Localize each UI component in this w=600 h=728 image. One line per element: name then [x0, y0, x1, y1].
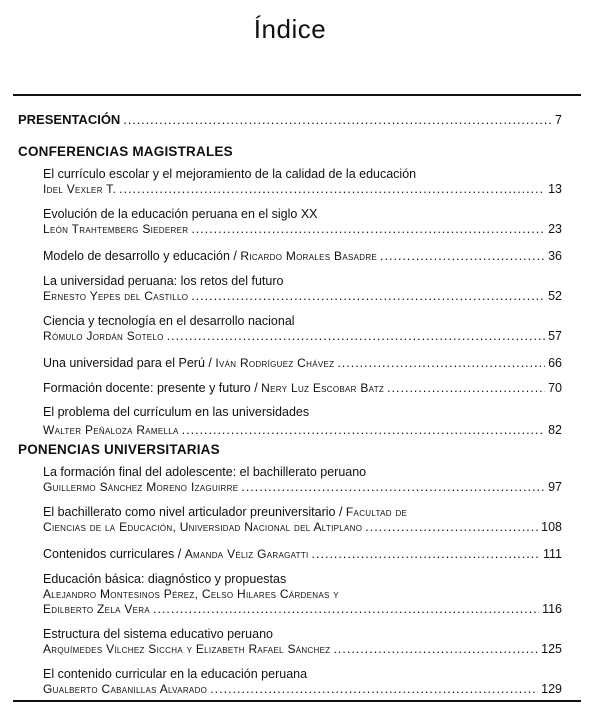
toc-entry[interactable]: [43, 381, 562, 396]
entry-title: El currículo escolar y el mejoramiento de la calidad de la educación: [43, 167, 417, 181]
entry-title: La universidad peruana: los retos del futuro: [43, 274, 284, 288]
page-number: 23: [548, 222, 562, 236]
section-heading: CONFERENCIAS MAGISTRALES: [18, 144, 233, 159]
entry-title: El contenido curricular en la educación peruana: [43, 667, 308, 681]
entry-title: Educación básica: diagnóstico y propuestas: [43, 572, 287, 586]
leader-dots: [153, 602, 539, 617]
page-number: 36: [548, 249, 562, 263]
entry-author: Edilberto Zela Vera: [43, 602, 150, 616]
leader-dots: [210, 682, 538, 697]
entry-title: Estructura del sistema educativo peruano: [43, 627, 273, 641]
entry-author: Alejandro Montesinos Pérez, Celso Hilares Cárdenas y: [43, 587, 339, 601]
presentacion-entry[interactable]: [18, 112, 562, 128]
entry-author: Ricardo Morales Basadre: [240, 249, 378, 263]
leader-dots: [312, 547, 540, 562]
entry-title: La formación final del adolescente: el bachillerato peruano: [43, 465, 367, 479]
entry-author: Rómulo Jordán Sotelo: [43, 329, 164, 343]
section-heading: PONENCIAS UNIVERSITARIAS: [18, 442, 220, 457]
entry-title: El bachillerato como nivel articulador preuniversitario /: [43, 505, 346, 519]
toc-entry[interactable]: [43, 667, 562, 697]
page-number: 129: [541, 682, 562, 696]
page-number: 57: [548, 329, 562, 343]
leader-dots: [337, 356, 545, 371]
entry-author: Ciencias de la Educación, Universidad Nacional del Altiplano: [43, 520, 363, 534]
leader-dots: [387, 381, 545, 396]
toc-entry[interactable]: [43, 207, 562, 237]
page-number: 82: [548, 423, 562, 437]
entry-author: Iván Rodríguez Chávez: [215, 356, 335, 370]
bottom-rule: [13, 700, 581, 702]
entry-author: Arquímedes Vílchez Siccha y Elizabeth Rafael Sánchez: [43, 642, 331, 656]
presentacion-label: PRESENTACIÓN: [18, 112, 121, 127]
toc-entry[interactable]: [43, 465, 562, 495]
entry-author: Nery Luz Escobar Batz: [261, 381, 385, 395]
leader-dots: [380, 249, 545, 264]
page-number: 97: [548, 480, 562, 494]
entry-author: León Trahtemberg Siederer: [43, 222, 189, 236]
section-ponencias: [18, 442, 568, 697]
toc-entry[interactable]: [43, 505, 562, 535]
leader-dots: [119, 182, 545, 197]
entry-author: Facultad de: [345, 505, 408, 519]
top-rule: [13, 94, 581, 96]
page-number: 7: [555, 113, 562, 127]
entry-title: Una universidad para el Perú /: [43, 356, 216, 370]
toc-entry[interactable]: [43, 547, 562, 562]
page-number: 52: [548, 289, 562, 303]
leader-dots: [365, 520, 538, 535]
leader-dots: [191, 289, 545, 304]
toc-entry[interactable]: [43, 572, 562, 617]
page-number: 116: [542, 602, 562, 616]
toc-entry[interactable]: [43, 627, 562, 657]
entry-title: Contenidos curriculares /: [43, 547, 185, 561]
page-number: 13: [548, 182, 562, 196]
leader-dots: [333, 642, 538, 657]
entry-title: Ciencia y tecnología en el desarrollo nacional: [43, 314, 295, 328]
entry-author: Idel Vexler T.: [43, 182, 117, 196]
leader-dots: [182, 423, 545, 438]
page-number: 66: [548, 356, 562, 370]
entry-author: Guillermo Sánchez Moreno Izaguirre: [43, 480, 239, 494]
entry-author: Gualberto Cabanillas Alvarado: [43, 682, 208, 696]
entry-title: El problema del currículum en las universidades: [43, 405, 310, 419]
entry-title: Modelo de desarrollo y educación /: [43, 249, 241, 263]
entry-author: Walter Peñaloza Ramella: [43, 423, 179, 437]
entry-author: Amanda Véliz Garagatti: [184, 547, 309, 561]
page-number: 70: [548, 381, 562, 395]
toc-entry[interactable]: [43, 314, 562, 344]
section-conferencias: [18, 144, 568, 438]
toc-entry[interactable]: [43, 167, 562, 197]
leader-dots: [167, 329, 545, 344]
toc-entry[interactable]: [43, 405, 562, 438]
entry-author: Ernesto Yepes del Castillo: [43, 289, 189, 303]
page-number: 108: [541, 520, 562, 534]
leader-dots: [191, 222, 545, 237]
entry-title: Formación docente: presente y futuro /: [43, 381, 262, 395]
leader-dots: [241, 480, 545, 495]
toc-entry[interactable]: [43, 274, 562, 304]
entry-title: Evolución de la educación peruana en el siglo XX: [43, 207, 318, 221]
page-title: Índice: [253, 14, 327, 44]
page-number: 125: [541, 642, 562, 656]
leader-dots: [123, 113, 552, 128]
page-number: 111: [542, 547, 562, 561]
toc-entry[interactable]: [43, 356, 562, 371]
toc-entry[interactable]: [43, 249, 562, 264]
